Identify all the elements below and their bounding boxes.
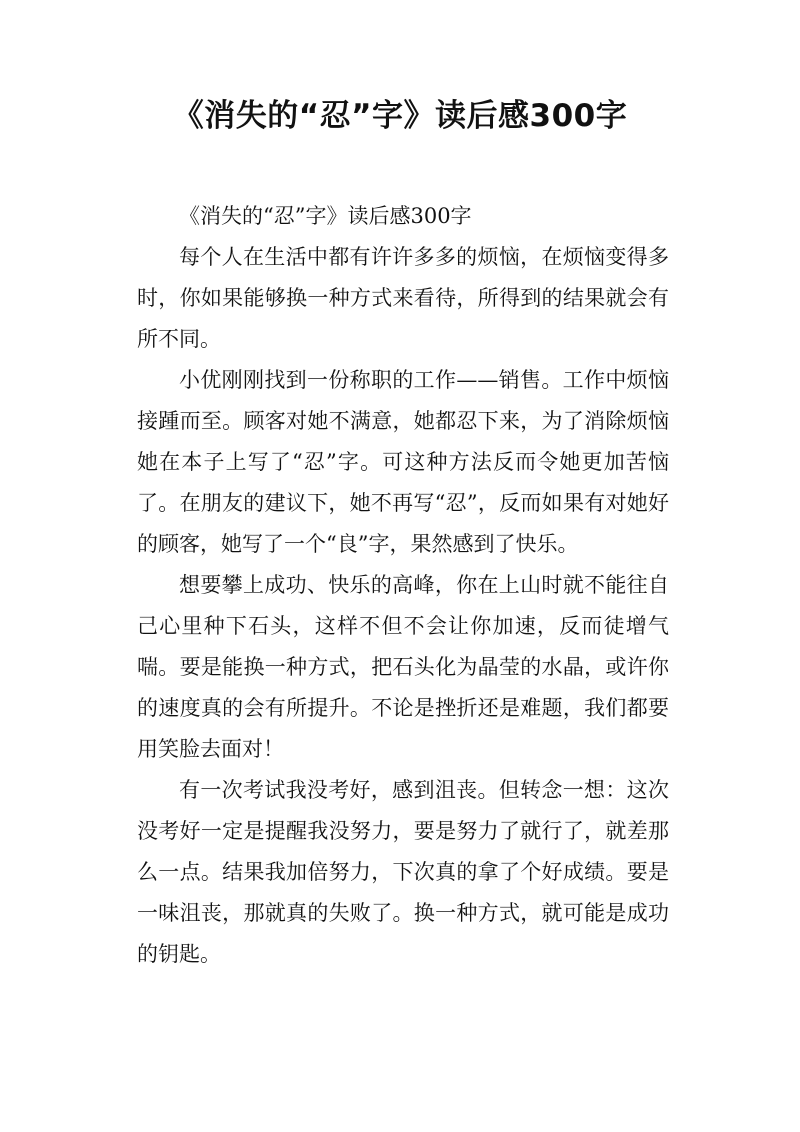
document-title: 《消失的“忍”字》读后感300字 (172, 98, 628, 134)
body-paragraph-4: 有一次考试我没考好，感到沮丧。但转念一想：这次没考好一定是提醒我没努力，要是努力了就行了，就差那么一点。结果我加倍努力，下次真的拿了个好成绩。要是一味沮丧，那就真的失败了。换一种方式，就可能是成功的钥匙。 (137, 778, 669, 966)
document-body (137, 196, 669, 975)
body-paragraph-2: 小优刚刚找到一份称职的工作——销售。工作中烦恼接踵而至。顾客对她不满意，她都忍下来，为了消除烦恼她在本子上写了“忍”字。可这种方法反而令她更加苦恼了。在朋友的建议下，她不再写“忍”，反而如果有对她好的顾客，她写了一个“良”字，果然感到了快乐。 (137, 368, 669, 556)
body-paragraph-1: 每个人在生活中都有许许多多的烦恼，在烦恼变得多时，你如果能够换一种方式来看待，所得到的结果就会有所不同。 (137, 245, 669, 351)
body-subtitle: 《消失的“忍”字》读后感300字 (179, 204, 472, 228)
body-paragraph-3: 想要攀上成功、快乐的高峰，你在上山时就不能往自己心里种下石头，这样不但不会让你加速，反而徒增气喘。要是能换一种方式，把石头化为晶莹的水晶，或许你的速度真的会有所提升。不论是挫折还是难题，我们都要用笑脸去面对！ (137, 573, 669, 761)
